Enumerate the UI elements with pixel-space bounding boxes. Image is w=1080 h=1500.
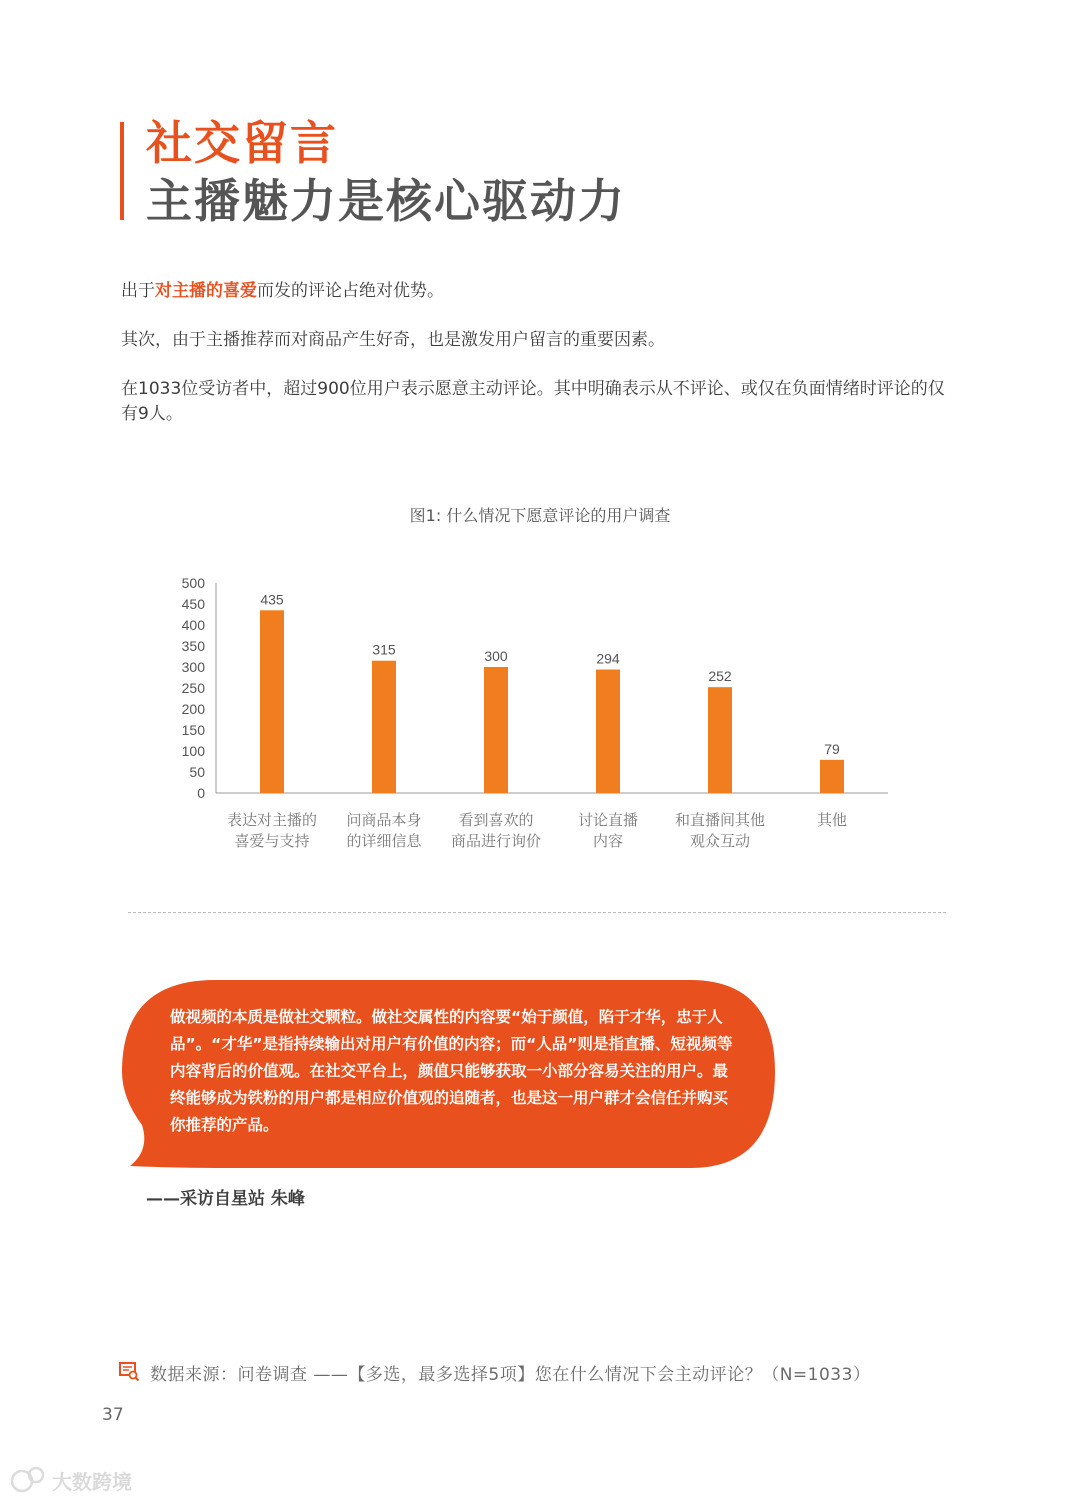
y-tick-label: 0 xyxy=(197,785,205,801)
bar-value-label: 79 xyxy=(824,740,840,757)
paragraph-3: 在1033位受访者中，超过900位用户表示愿意主动评论。其中明确表示从不评论、或仅在负面情绪时评论的仅有9人。 xyxy=(121,379,945,424)
y-tick-label: 250 xyxy=(181,680,205,696)
y-tick-label: 500 xyxy=(181,575,205,591)
paragraph-1-post: 而发的评论占绝对优势。 xyxy=(257,281,444,301)
bar-value-label: 315 xyxy=(372,641,396,658)
chart-title: 图1: 什么情况下愿意评论的用户调查 xyxy=(409,506,671,525)
y-tick-label: 100 xyxy=(181,743,205,759)
x-category-label: 的详细信息 xyxy=(346,832,422,850)
y-tick-label: 50 xyxy=(189,764,205,780)
x-category-label: 喜爱与支持 xyxy=(234,832,310,850)
page-number: 37 xyxy=(102,1405,124,1425)
x-category-label: 表达对主播的 xyxy=(226,811,318,829)
x-category-label: 和直播间其他 xyxy=(674,811,766,829)
bar-value-label: 252 xyxy=(708,668,732,685)
y-tick-label: 300 xyxy=(181,659,205,675)
bar-value-label: 435 xyxy=(260,591,284,608)
watermark-text: 大数跨境 xyxy=(52,1470,132,1494)
y-tick-label: 450 xyxy=(181,596,205,612)
quote-source: ——采访自星站 朱峰 xyxy=(146,1189,305,1209)
paragraph-1-pre: 出于 xyxy=(121,281,155,301)
watermark-logo-icon xyxy=(8,1463,48,1495)
quote-text: 做视频的本质是做社交颗粒。做社交属性的内容要“始于颜值，陷于才华，忠于人品”。“才华”是指持续输出对用户有价值的内容；而“人品”则是指直播、短视频等内容背后的价值观。在社交平台上，颜值只能够获取一小部分容易关注的用户。最终能够成为铁粉的用户都是相应价值观的追随者，也是这一用户群才会信任并购买你推荐的产品。 xyxy=(170,1008,733,1134)
y-tick-label: 150 xyxy=(181,722,205,738)
x-category-label: 讨论直播 xyxy=(577,811,639,829)
x-category-label: 观众互动 xyxy=(689,832,751,850)
paragraph-2: 其次，由于主播推荐而对商品产生好奇，也是激发用户留言的重要因素。 xyxy=(121,330,665,350)
y-tick-label: 350 xyxy=(181,638,205,654)
data-source-note: 数据来源：问卷调查 ——【多选，最多选择5项】您在什么情况下会主动评论？（N=1033） xyxy=(150,1365,871,1385)
paragraph-1-highlight: 对主播的喜爱 xyxy=(155,281,257,301)
x-category-label: 问商品本身 xyxy=(346,811,422,829)
x-category-label: 内容 xyxy=(592,832,624,850)
x-category-label: 其他 xyxy=(816,811,848,829)
bar-value-label: 300 xyxy=(484,648,508,664)
y-tick-label: 400 xyxy=(181,617,205,633)
x-category-label: 商品进行询价 xyxy=(450,832,542,850)
page-subtitle: 主播魅力是核心驱动力 xyxy=(146,174,626,228)
page-title: 社交留言 xyxy=(146,116,338,170)
bar-value-label: 294 xyxy=(596,650,620,667)
x-category-label: 看到喜欢的 xyxy=(458,811,534,829)
y-tick-label: 200 xyxy=(181,701,205,717)
survey-icon xyxy=(118,1360,140,1382)
